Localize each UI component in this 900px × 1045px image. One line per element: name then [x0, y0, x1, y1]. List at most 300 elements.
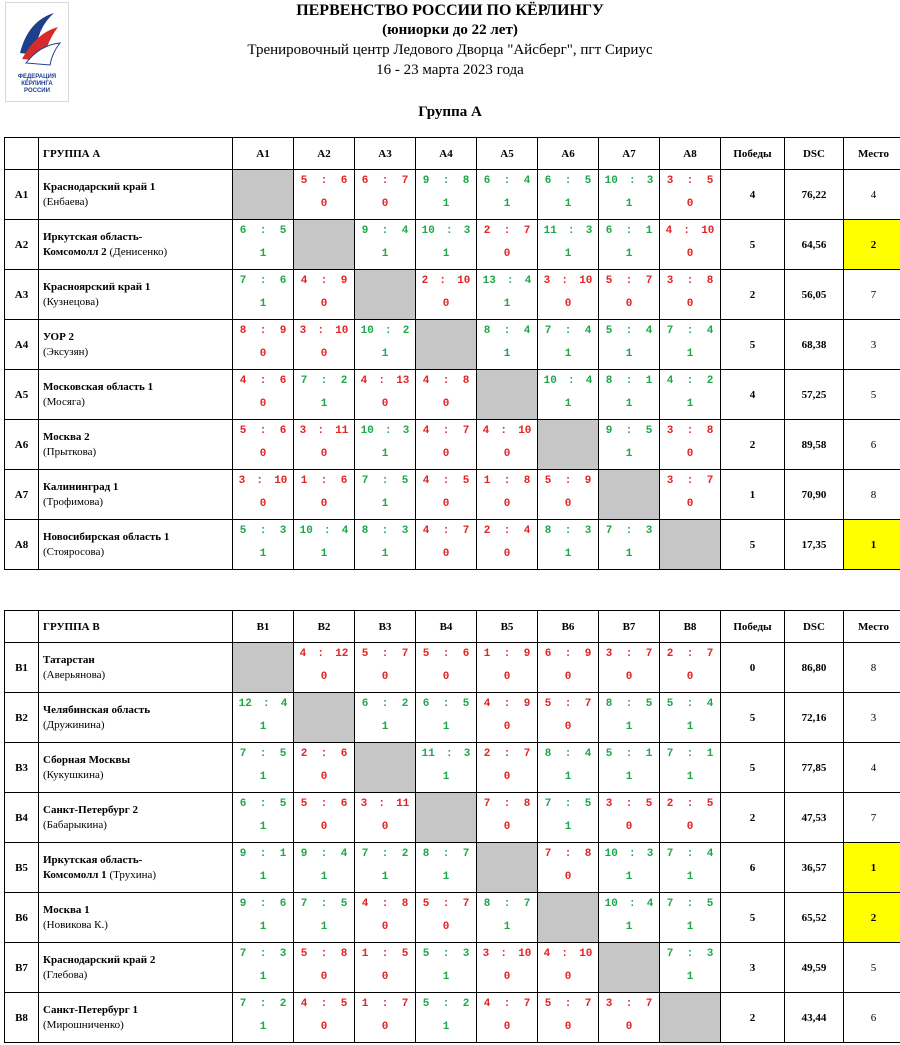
- score-own: 2: [483, 225, 491, 237]
- score-opp: 9: [523, 648, 531, 660]
- score-own: 7: [300, 375, 308, 387]
- score-cell: [477, 893, 538, 943]
- score: [538, 325, 598, 337]
- score-separator: :: [381, 698, 389, 710]
- score: [355, 798, 415, 810]
- place-value: 1: [844, 843, 900, 893]
- score: [599, 275, 659, 287]
- wins-header: Победы: [721, 611, 785, 643]
- score-own: 10: [604, 898, 618, 910]
- score-opp: 10: [518, 425, 532, 437]
- place-value: 3: [844, 320, 900, 370]
- team-skip-line: [43, 968, 232, 983]
- score-cell: [233, 893, 294, 943]
- score-cell: [660, 743, 721, 793]
- place-value: 5: [844, 370, 900, 420]
- result-point: 0: [320, 198, 328, 210]
- score: [294, 948, 354, 960]
- score: [294, 275, 354, 287]
- score-own: 9: [300, 848, 308, 860]
- result-point: 0: [320, 771, 328, 783]
- score: [294, 748, 354, 760]
- score-cell: [538, 520, 599, 570]
- score-own: 2: [421, 275, 429, 287]
- score: [477, 948, 537, 960]
- score-own: 4: [483, 998, 491, 1010]
- team-name-text: Татарстан: [43, 653, 95, 666]
- result-point: 0: [442, 498, 450, 510]
- championship-subtitle: (юниорки до 22 лет): [382, 22, 518, 38]
- score-opp: 5: [706, 798, 714, 810]
- score-cell: [416, 693, 477, 743]
- score-opp: 6: [279, 275, 287, 287]
- result-point: 1: [381, 448, 389, 460]
- result-point: 0: [320, 448, 328, 460]
- result-point: 0: [503, 971, 511, 983]
- score-own: 2: [666, 798, 674, 810]
- team-row: [5, 520, 900, 570]
- score-own: 2: [483, 525, 491, 537]
- score-opp: 8: [462, 375, 470, 387]
- score-cell: [599, 220, 660, 270]
- result-point: 0: [259, 448, 267, 460]
- score-opp: 1: [706, 748, 714, 760]
- team-row: [5, 743, 900, 793]
- group-label: ГРУППА А: [39, 138, 233, 170]
- score-opp: 4: [523, 525, 531, 537]
- score-cell: [294, 893, 355, 943]
- score: [233, 225, 293, 237]
- team-skip: (Кузнецова): [43, 295, 99, 308]
- score-opp: 11: [396, 798, 410, 810]
- result-point: 0: [381, 921, 389, 933]
- score-own: 4: [299, 648, 307, 660]
- team-skip-line: [43, 245, 232, 260]
- score-opp: 7: [401, 648, 409, 660]
- result-point: 0: [503, 771, 511, 783]
- score-opp: 12: [335, 648, 349, 660]
- team-code: A2: [5, 220, 39, 270]
- score-separator: :: [628, 898, 636, 910]
- score: [660, 898, 720, 910]
- score-opp: 4: [585, 375, 593, 387]
- score-separator: :: [500, 425, 507, 437]
- result-point: 1: [259, 771, 267, 783]
- score-cell: [355, 520, 416, 570]
- score-own: 7: [239, 998, 247, 1010]
- team-skip: (Прыткова): [43, 445, 97, 458]
- score: [294, 848, 354, 860]
- score: [355, 525, 415, 537]
- team-row: [5, 420, 900, 470]
- score-cell: [294, 793, 355, 843]
- score-separator: :: [500, 948, 507, 960]
- team-row: [5, 943, 900, 993]
- result-point: 1: [625, 398, 633, 410]
- self-cell: [538, 893, 599, 943]
- score-separator: :: [381, 998, 389, 1010]
- score-cell: [294, 270, 355, 320]
- place-value: 7: [844, 270, 900, 320]
- score-cell: [660, 170, 721, 220]
- column-header: A4: [416, 138, 477, 170]
- score: [660, 698, 720, 710]
- score-separator: :: [506, 275, 514, 287]
- score-separator: :: [442, 425, 450, 437]
- score-opp: 6: [340, 175, 348, 187]
- team-name-text: Иркутская область-: [43, 230, 143, 243]
- wins-value: 3: [721, 943, 785, 993]
- score-own: 4: [543, 948, 551, 960]
- score-own: 7: [666, 325, 674, 337]
- score: [416, 948, 476, 960]
- score-own: 5: [605, 325, 613, 337]
- score-opp: 3: [463, 225, 471, 237]
- score-cell: [233, 943, 294, 993]
- result-point: 0: [381, 671, 389, 683]
- result-point: 1: [320, 921, 328, 933]
- result-point: 0: [503, 248, 511, 260]
- self-cell: [599, 470, 660, 520]
- score-separator: :: [259, 275, 267, 287]
- wins-value: 2: [721, 793, 785, 843]
- score-own: 7: [361, 475, 369, 487]
- score-separator: :: [442, 375, 450, 387]
- score-opp: 6: [279, 375, 287, 387]
- score-own: 10: [543, 375, 557, 387]
- team-cell: [39, 993, 233, 1043]
- score-separator: :: [503, 475, 511, 487]
- score-separator: :: [564, 798, 572, 810]
- score: [355, 998, 415, 1010]
- score-separator: :: [259, 375, 267, 387]
- score-separator: :: [445, 748, 453, 760]
- score-cell: [294, 420, 355, 470]
- place-value: 3: [844, 693, 900, 743]
- score: [233, 275, 293, 287]
- score-cell: [477, 643, 538, 693]
- score-cell: [538, 470, 599, 520]
- dsc-header: DSC: [785, 138, 844, 170]
- result-point: 0: [320, 348, 328, 360]
- score: [416, 698, 476, 710]
- dsc-value: 77,85: [785, 743, 844, 793]
- team-skip-line: [43, 1018, 232, 1033]
- score-separator: :: [564, 748, 572, 760]
- score-own: 1: [361, 948, 369, 960]
- team-row: [5, 170, 900, 220]
- team-name-text: Санкт-Петербург 1: [43, 1003, 138, 1016]
- score-cell: [660, 693, 721, 743]
- group-label: ГРУППА В: [39, 611, 233, 643]
- score-separator: :: [320, 898, 328, 910]
- score-separator: :: [259, 798, 267, 810]
- score: [233, 948, 293, 960]
- score-opp: 2: [279, 998, 287, 1010]
- score-own: 8: [239, 325, 247, 337]
- score: [599, 325, 659, 337]
- result-point: 1: [625, 871, 633, 883]
- score-opp: 4: [706, 698, 714, 710]
- column-header: A3: [355, 138, 416, 170]
- score-cell: [416, 643, 477, 693]
- score: [599, 898, 659, 910]
- wins-value: 6: [721, 843, 785, 893]
- result-point: 0: [625, 821, 633, 833]
- score-own: 4: [360, 375, 368, 387]
- team-skip-line: [43, 345, 232, 360]
- score-cell: [416, 420, 477, 470]
- score-cell: [355, 643, 416, 693]
- score-cell: [538, 743, 599, 793]
- team-name: [43, 480, 232, 495]
- result-point: 1: [442, 871, 450, 883]
- score: [660, 425, 720, 437]
- dsc-value: 70,90: [785, 470, 844, 520]
- score-own: 5: [422, 898, 430, 910]
- score: [538, 175, 598, 187]
- score-separator: :: [320, 798, 328, 810]
- result-point: 0: [503, 671, 511, 683]
- score-opp: 5: [401, 948, 409, 960]
- score-separator: :: [564, 848, 572, 860]
- team-skip: (Эксузян): [43, 345, 89, 358]
- score: [233, 998, 293, 1010]
- wins-value: 5: [721, 220, 785, 270]
- score-separator: :: [442, 525, 450, 537]
- place-value: 6: [844, 993, 900, 1043]
- score: [294, 998, 354, 1010]
- team-name: [43, 703, 232, 718]
- score-separator: :: [442, 898, 450, 910]
- place-header: Место: [844, 611, 900, 643]
- score: [355, 848, 415, 860]
- team-name: [43, 330, 232, 345]
- team-row: [5, 843, 900, 893]
- score-own: 7: [666, 748, 674, 760]
- score-cell: [355, 893, 416, 943]
- team-name-text: Московская область 1: [43, 380, 154, 393]
- team-name: [43, 1003, 232, 1018]
- score-own: 9: [239, 898, 247, 910]
- score-separator: :: [686, 425, 694, 437]
- score-separator: :: [445, 225, 453, 237]
- score-cell: [660, 320, 721, 370]
- score: [660, 275, 720, 287]
- score: [538, 798, 598, 810]
- score: [660, 648, 720, 660]
- result-point: 1: [259, 548, 267, 560]
- score-own: 3: [605, 998, 613, 1010]
- score: [294, 648, 354, 660]
- team-code: A4: [5, 320, 39, 370]
- score-opp: 7: [401, 998, 409, 1010]
- score: [416, 225, 476, 237]
- score-opp: 6: [279, 425, 287, 437]
- score-own: 5: [422, 948, 430, 960]
- score: [660, 175, 720, 187]
- score-own: 2: [666, 648, 674, 660]
- score-cell: [233, 320, 294, 370]
- score-opp: 2: [401, 698, 409, 710]
- column-header: A6: [538, 138, 599, 170]
- place-value: 4: [844, 743, 900, 793]
- score: [233, 425, 293, 437]
- score-own: 6: [239, 798, 247, 810]
- score-separator: :: [625, 698, 633, 710]
- result-point: 0: [686, 298, 694, 310]
- result-point: 1: [625, 771, 633, 783]
- team-code: B1: [5, 643, 39, 693]
- score-separator: :: [564, 698, 572, 710]
- score: [599, 698, 659, 710]
- score-cell: [538, 793, 599, 843]
- score-cell: [477, 470, 538, 520]
- score-own: 5: [300, 948, 308, 960]
- score: [355, 698, 415, 710]
- result-point: 1: [381, 548, 389, 560]
- score-separator: :: [686, 175, 694, 187]
- score-own: 3: [360, 798, 368, 810]
- score-own: 10: [421, 225, 435, 237]
- score: [233, 475, 293, 487]
- result-point: 1: [564, 771, 572, 783]
- score-own: 7: [483, 798, 491, 810]
- team-row: [5, 643, 900, 693]
- self-cell: [233, 170, 294, 220]
- score: [538, 375, 598, 387]
- team-name: [43, 230, 232, 245]
- score-own: 5: [300, 798, 308, 810]
- score-opp: 4: [706, 848, 714, 860]
- score-opp: 3: [706, 948, 714, 960]
- team-skip: (Мирошниченко): [43, 1018, 124, 1031]
- score-own: 7: [361, 848, 369, 860]
- score-own: 3: [666, 175, 674, 187]
- team-name-text: Москва 2: [43, 430, 90, 443]
- column-header: B7: [599, 611, 660, 643]
- score: [294, 325, 354, 337]
- team-code: B6: [5, 893, 39, 943]
- score: [538, 225, 598, 237]
- team-name: [43, 430, 232, 445]
- team-skip-line: [43, 718, 232, 733]
- score-separator: :: [442, 848, 450, 860]
- score-opp: 4: [401, 225, 409, 237]
- score-cell: [477, 420, 538, 470]
- score: [599, 425, 659, 437]
- score: [416, 175, 476, 187]
- score-cell: [538, 693, 599, 743]
- result-point: 0: [564, 871, 572, 883]
- result-point: 1: [442, 198, 450, 210]
- score: [599, 225, 659, 237]
- score-opp: 3: [646, 175, 654, 187]
- score-own: 10: [604, 175, 618, 187]
- team-row: [5, 793, 900, 843]
- score-separator: :: [564, 175, 572, 187]
- score-own: 5: [544, 998, 552, 1010]
- result-point: 0: [442, 448, 450, 460]
- self-cell: [477, 370, 538, 420]
- result-point: 0: [503, 548, 511, 560]
- score-separator: :: [381, 225, 389, 237]
- score-opp: 4: [341, 525, 349, 537]
- championship-title: ПЕРВЕНСТВО РОССИИ ПО КЁРЛИНГУ: [296, 2, 604, 19]
- score-separator: :: [567, 225, 575, 237]
- score-own: 9: [361, 225, 369, 237]
- result-point: 0: [381, 398, 389, 410]
- team-name: [43, 953, 232, 968]
- result-point: 0: [320, 298, 328, 310]
- score: [599, 998, 659, 1010]
- score-own: 11: [543, 225, 557, 237]
- wins-value: 2: [721, 270, 785, 320]
- team-code: B3: [5, 743, 39, 793]
- team-cell: [39, 743, 233, 793]
- result-point: 1: [503, 298, 511, 310]
- team-name-text: Санкт-Петербург 2: [43, 803, 138, 816]
- result-point: 1: [503, 348, 511, 360]
- score-own: 4: [483, 698, 491, 710]
- score-opp: 11: [335, 425, 349, 437]
- team-name: [43, 653, 232, 668]
- team-skip-line: [43, 295, 232, 310]
- score-own: 11: [421, 748, 435, 760]
- score-separator: :: [503, 325, 511, 337]
- team-name-cont: Комсомолл 1: [43, 868, 107, 881]
- score-separator: :: [564, 325, 572, 337]
- score-cell: [233, 270, 294, 320]
- score-cell: [355, 793, 416, 843]
- score-cell: [477, 170, 538, 220]
- place-value: 7: [844, 793, 900, 843]
- score-separator: :: [625, 748, 633, 760]
- score: [355, 175, 415, 187]
- score-own: 7: [666, 898, 674, 910]
- score-cell: [477, 520, 538, 570]
- score-cell: [355, 320, 416, 370]
- score-own: 4: [300, 275, 308, 287]
- score-separator: :: [259, 898, 267, 910]
- result-point: 1: [625, 921, 633, 933]
- result-point: 0: [320, 498, 328, 510]
- score-cell: [660, 370, 721, 420]
- score-cell: [538, 843, 599, 893]
- score-cell: [477, 270, 538, 320]
- score-cell: [660, 843, 721, 893]
- score-cell: [599, 420, 660, 470]
- score: [233, 798, 293, 810]
- score-opp: 8: [706, 275, 714, 287]
- result-point: 1: [625, 448, 633, 460]
- score: [477, 475, 537, 487]
- team-name-text: Новосибирская область 1: [43, 530, 170, 543]
- dsc-value: 86,80: [785, 643, 844, 693]
- team-name-text: Сборная Москвы: [43, 753, 131, 766]
- score-separator: :: [503, 225, 511, 237]
- score-separator: :: [561, 948, 568, 960]
- score-opp: 2: [340, 375, 348, 387]
- self-cell: [660, 993, 721, 1043]
- score-cell: [599, 370, 660, 420]
- team-name-text: Краснодарский край 1: [43, 180, 156, 193]
- score-cell: [416, 943, 477, 993]
- score-cell: [538, 220, 599, 270]
- score-cell: [294, 370, 355, 420]
- result-point: 0: [686, 448, 694, 460]
- result-point: 0: [259, 498, 267, 510]
